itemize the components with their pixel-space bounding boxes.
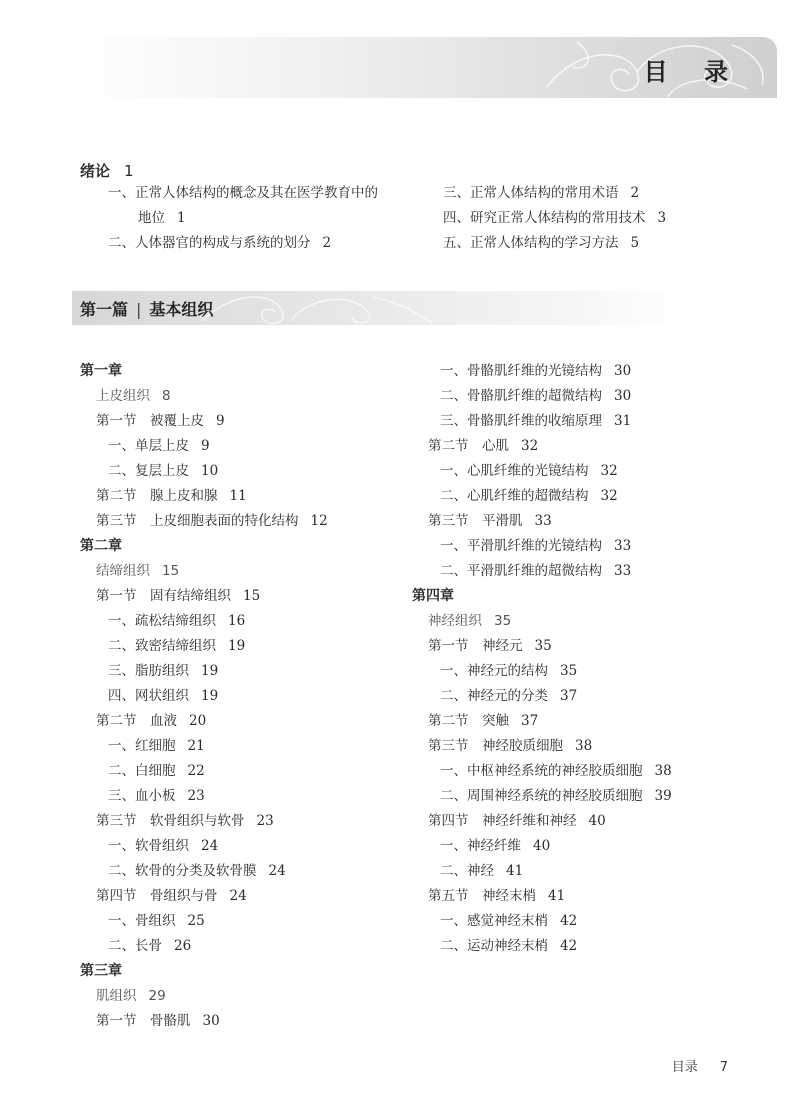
toc-entry[interactable] <box>108 909 205 934</box>
entry-label: 二、平滑肌纤维的超微结构 <box>440 563 602 579</box>
chapter-heading[interactable] <box>80 959 122 984</box>
entry-page: 41 <box>506 863 524 879</box>
part-name: 基本组织 <box>149 300 214 319</box>
entry-label: 二、神经 <box>440 863 494 879</box>
toc-entry[interactable] <box>108 784 205 809</box>
page-footer <box>672 1056 728 1075</box>
toc-entry[interactable] <box>440 784 672 809</box>
toc-entry[interactable] <box>440 384 631 409</box>
section-entry[interactable] <box>96 509 328 534</box>
toc-entry[interactable] <box>108 734 205 759</box>
entry-label: 三、骨骼肌纤维的收缩原理 <box>440 413 602 429</box>
entry-label: 第四章 <box>412 588 454 604</box>
toc-entry[interactable] <box>108 934 191 959</box>
toc-entry[interactable] <box>440 459 618 484</box>
entry-page: 19 <box>228 638 246 654</box>
entry-label: 第二章 <box>80 538 122 554</box>
entry-page: 37 <box>560 688 578 704</box>
entry-page: 26 <box>174 938 192 954</box>
section-entry[interactable] <box>428 509 552 534</box>
entry-page: 19 <box>201 663 219 679</box>
section-entry[interactable] <box>96 1009 220 1034</box>
entry-label: 一、神经元的结构 <box>440 663 548 679</box>
entry-label: 一、软骨组织 <box>108 838 189 854</box>
entry-page: 41 <box>548 888 566 904</box>
entry-page: 24 <box>229 888 247 904</box>
entry-page: 12 <box>310 513 328 529</box>
entry-label: 第二节 腺上皮和腺 <box>96 488 218 504</box>
toc-entry[interactable] <box>108 459 218 484</box>
toc-entry[interactable] <box>440 359 631 384</box>
section-entry[interactable] <box>428 434 538 459</box>
entry-page: 31 <box>614 413 632 429</box>
entry-page: 16 <box>228 613 246 629</box>
entry-label: 神经组织 <box>428 613 482 629</box>
entry-label: 一、神经纤维 <box>440 838 521 854</box>
entry-page: 42 <box>560 938 578 954</box>
entry-label: 第一节 神经元 <box>428 638 523 654</box>
entry-label: 二、运动神经末梢 <box>440 938 548 954</box>
floral-ornament-icon <box>192 291 452 325</box>
chapter-heading[interactable] <box>412 584 454 609</box>
entry-page: 9 <box>201 438 210 454</box>
entry-page: 42 <box>560 913 578 929</box>
page-number: 7 <box>719 1060 728 1075</box>
entry-page: 23 <box>256 813 274 829</box>
entry-page: 35 <box>534 638 552 654</box>
entry-label: 第三节 平滑肌 <box>428 513 523 529</box>
entry-label: 三、脂肪组织 <box>108 663 189 679</box>
intro-title[interactable] <box>80 160 134 181</box>
entry-label: 二、软骨的分类及软骨膜 <box>108 863 257 879</box>
toc-entry[interactable] <box>108 434 210 459</box>
entry-page: 8 <box>162 388 171 404</box>
entry-label: 四、研究正常人体结构的常用技术 <box>443 210 646 226</box>
entry-label: 结缔组织 <box>96 563 150 579</box>
entry-label: 二、神经元的分类 <box>440 688 548 704</box>
toc-entry[interactable] <box>440 909 577 934</box>
section-entry[interactable] <box>96 809 274 834</box>
entry-page: 23 <box>187 788 205 804</box>
entry-label: 二、白细胞 <box>108 763 176 779</box>
footer-label: 目录 <box>671 1060 698 1075</box>
part-title <box>80 297 213 320</box>
entry-page: 30 <box>614 388 632 404</box>
entry-page: 40 <box>588 813 606 829</box>
section-entry[interactable] <box>96 709 206 734</box>
entry-label: 三、血小板 <box>108 788 176 804</box>
entry-page: 32 <box>600 488 618 504</box>
entry-page: 24 <box>268 863 286 879</box>
entry-label: 第二节 血液 <box>96 713 177 729</box>
entry-page: 9 <box>216 413 225 429</box>
entry-label: 一、正常人体结构的概念及其在医学教育中的 <box>108 185 378 201</box>
entry-page: 21 <box>187 738 205 754</box>
entry-label: 二、长骨 <box>108 938 162 954</box>
entry-page: 29 <box>148 988 166 1004</box>
entry-page: 22 <box>187 763 205 779</box>
entry-page: 25 <box>187 913 205 929</box>
toc-entry[interactable] <box>108 181 378 206</box>
entry-page: 33 <box>534 513 552 529</box>
entry-page: 30 <box>614 363 632 379</box>
toc-entry[interactable] <box>440 684 577 709</box>
toc-entry[interactable] <box>108 634 245 659</box>
section-entry[interactable] <box>428 734 592 759</box>
entry-label: 五、正常人体结构的学习方法 <box>443 235 619 251</box>
intro-title-label: 绪论 <box>80 162 111 180</box>
entry-page: 33 <box>614 563 632 579</box>
entry-page: 15 <box>162 563 180 579</box>
part-separator: | <box>136 300 142 319</box>
entry-page: 32 <box>521 438 539 454</box>
entry-label: 一、疏松结缔组织 <box>108 613 216 629</box>
part-number: 第一篇 <box>80 300 129 319</box>
entry-label: 三、正常人体结构的常用术语 <box>443 185 619 201</box>
toc-entry[interactable] <box>440 834 550 859</box>
toc-entry[interactable] <box>443 181 639 206</box>
entry-label: 第一章 <box>80 363 122 379</box>
entry-page: 37 <box>521 713 539 729</box>
chapter-heading[interactable] <box>80 359 122 384</box>
entry-label: 一、心肌纤维的光镜结构 <box>440 463 589 479</box>
page-title: 目 录 <box>643 58 742 86</box>
entry-page: 11 <box>229 488 247 504</box>
toc-entry[interactable] <box>440 859 523 884</box>
entry-page: 32 <box>600 463 618 479</box>
entry-page: 30 <box>202 1013 220 1029</box>
entry-page: 3 <box>657 210 667 226</box>
toc-entry[interactable] <box>108 684 218 709</box>
section-entry[interactable] <box>96 884 247 909</box>
entry-page: 40 <box>533 838 551 854</box>
section-entry[interactable] <box>428 634 552 659</box>
toc-entry[interactable] <box>443 206 666 231</box>
entry-page: 38 <box>575 738 593 754</box>
entry-page: 2 <box>630 185 640 201</box>
toc-entry[interactable] <box>108 609 245 634</box>
toc-entry[interactable] <box>440 559 631 584</box>
entry-label: 第三节 软骨组织与软骨 <box>96 813 245 829</box>
toc-entry[interactable] <box>108 834 218 859</box>
toc-entry[interactable] <box>443 231 639 256</box>
entry-page: 35 <box>494 613 512 629</box>
toc-entry[interactable] <box>138 206 186 231</box>
section-entry[interactable] <box>428 809 606 834</box>
entry-label: 第三章 <box>80 963 122 979</box>
entry-label: 二、心肌纤维的超微结构 <box>440 488 589 504</box>
entry-page: 15 <box>243 588 261 604</box>
entry-label: 第二节 突触 <box>428 713 509 729</box>
section-entry[interactable] <box>428 709 538 734</box>
entry-page: 35 <box>560 663 578 679</box>
entry-label: 第一节 被覆上皮 <box>96 413 204 429</box>
entry-label: 一、骨骼肌纤维的光镜结构 <box>440 363 602 379</box>
entry-label: 二、致密结缔组织 <box>108 638 216 654</box>
entry-label: 二、骨骼肌纤维的超微结构 <box>440 388 602 404</box>
toc-entry[interactable] <box>108 759 205 784</box>
entry-label: 四、网状组织 <box>108 688 189 704</box>
entry-label: 上皮组织 <box>96 388 150 404</box>
entry-label: 地位 <box>138 210 165 226</box>
entry-label: 第三节 上皮细胞表面的特化结构 <box>96 513 299 529</box>
intro-page: 1 <box>124 162 134 180</box>
toc-entry[interactable] <box>440 659 577 684</box>
entry-page: 38 <box>654 763 672 779</box>
toc-entry[interactable] <box>440 934 577 959</box>
entry-label: 一、感觉神经末梢 <box>440 913 548 929</box>
entry-page: 10 <box>201 463 219 479</box>
entry-page: 19 <box>201 688 219 704</box>
entry-label: 二、复层上皮 <box>108 463 189 479</box>
entry-label: 第二节 心肌 <box>428 438 509 454</box>
entry-page: 5 <box>630 235 640 251</box>
section-entry[interactable] <box>428 884 565 909</box>
toc-entry[interactable] <box>108 659 218 684</box>
entry-label: 一、红细胞 <box>108 738 176 754</box>
chapter-heading[interactable] <box>80 534 122 559</box>
entry-label: 第五节 神经末梢 <box>428 888 536 904</box>
entry-label: 第三节 神经胶质细胞 <box>428 738 563 754</box>
toc-entry[interactable] <box>440 759 672 784</box>
section-entry[interactable] <box>96 484 247 509</box>
entry-page: 33 <box>614 538 632 554</box>
entry-page: 20 <box>189 713 207 729</box>
chapter-title-entry[interactable] <box>96 384 171 409</box>
entry-label: 第四节 骨组织与骨 <box>96 888 218 904</box>
entry-label: 第四节 神经纤维和神经 <box>428 813 577 829</box>
section-entry[interactable] <box>96 409 225 434</box>
toc-entry[interactable] <box>440 409 631 434</box>
chapter-title-entry[interactable] <box>428 609 511 634</box>
toc-entry[interactable] <box>440 534 631 559</box>
entry-page: 2 <box>322 235 332 251</box>
toc-entry[interactable] <box>108 231 331 256</box>
entry-label: 一、平滑肌纤维的光镜结构 <box>440 538 602 554</box>
entry-label: 一、单层上皮 <box>108 438 189 454</box>
entry-label: 第一节 固有结缔组织 <box>96 588 231 604</box>
entry-label: 第一节 骨骼肌 <box>96 1013 191 1029</box>
section-entry[interactable] <box>96 584 260 609</box>
entry-label: 一、中枢神经系统的神经胶质细胞 <box>440 763 643 779</box>
chapter-title-entry[interactable] <box>96 559 179 584</box>
toc-entry[interactable] <box>108 859 286 884</box>
entry-label: 二、人体器官的构成与系统的划分 <box>108 235 311 251</box>
entry-label: 二、周围神经系统的神经胶质细胞 <box>440 788 643 804</box>
entry-page: 39 <box>654 788 672 804</box>
entry-label: 一、骨组织 <box>108 913 176 929</box>
chapter-title-entry[interactable] <box>96 984 166 1009</box>
entry-page: 1 <box>177 210 186 226</box>
toc-entry[interactable] <box>440 484 618 509</box>
entry-label: 肌组织 <box>96 988 137 1004</box>
entry-page: 24 <box>201 838 219 854</box>
